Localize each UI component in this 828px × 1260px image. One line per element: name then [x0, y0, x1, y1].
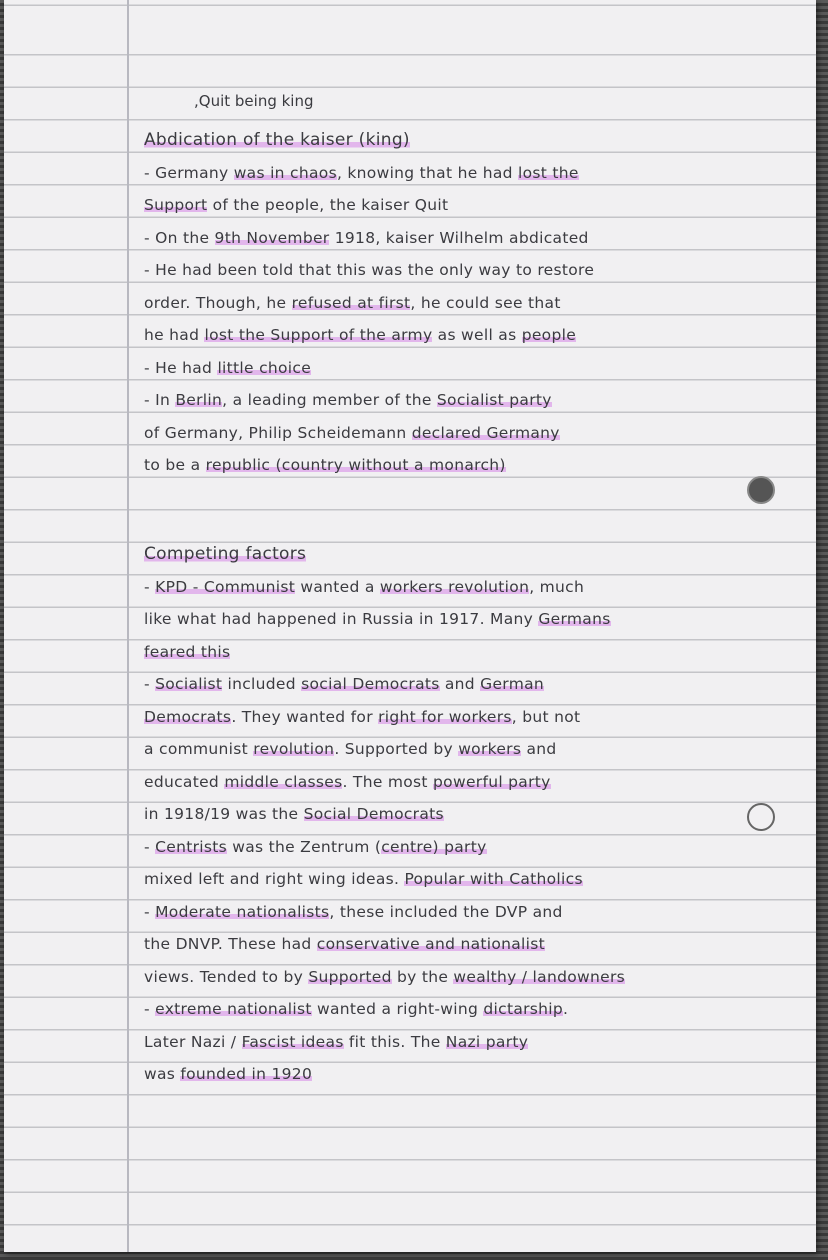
text: by the — [391, 967, 454, 986]
note-line — [144, 352, 814, 385]
highlighted-text: Supported — [308, 967, 392, 986]
text: - — [144, 837, 156, 856]
text: - He had been told that this was the only way to restore — [144, 261, 595, 279]
text: 1918, kaiser Wilhelm abdicated — [329, 228, 589, 247]
note-line — [144, 384, 814, 417]
text: . Supported by — [334, 740, 459, 758]
note-line — [144, 993, 814, 1026]
text: as well as — [432, 326, 522, 344]
notebook-page — [4, 0, 816, 1252]
text: the DNVP. These had — [144, 935, 317, 953]
highlighted-text: Social Democrats — [303, 805, 444, 823]
highlighted-text: Support — [144, 196, 208, 214]
highlighted-text: refused at first — [291, 293, 411, 312]
note-line — [144, 798, 814, 831]
text: to be a — [144, 456, 206, 474]
note-line — [144, 896, 814, 929]
annotation-note: ,Quit being king — [194, 92, 314, 110]
text: - — [144, 1000, 156, 1018]
highlighted-text: middle classes — [224, 772, 343, 791]
text: included — [222, 675, 302, 693]
section-heading — [144, 124, 814, 157]
highlighted-text: lost the Support of the army — [204, 326, 433, 344]
note-line — [144, 1026, 814, 1059]
highlighted-text: feared this — [144, 642, 231, 661]
text: views. Tended to by — [144, 967, 309, 986]
text: educated — [144, 772, 225, 791]
highlighted-text: dictarship — [483, 1000, 564, 1018]
section-heading — [144, 538, 814, 571]
text: of Germany, Philip Scheidemann — [144, 423, 412, 442]
note-line — [144, 319, 814, 352]
note-line — [144, 636, 814, 669]
highlighted-text: revolution — [253, 740, 335, 758]
text: - In — [144, 391, 176, 409]
text: a communist — [144, 740, 254, 758]
text: - On the — [144, 228, 215, 247]
highlighted-text: Socialist — [155, 675, 223, 693]
highlighted-text: right for workers — [378, 707, 512, 726]
text: . The most — [342, 772, 434, 791]
text: in 1918/19 was the — [144, 805, 304, 823]
highlighted-text: conservative and nationalist — [316, 935, 546, 953]
highlighted-text: people — [521, 326, 577, 344]
text: - — [144, 675, 156, 693]
note-line — [144, 449, 814, 482]
note-line — [144, 766, 814, 799]
highlighted-text: Fascist ideas — [241, 1032, 344, 1051]
note-line — [144, 668, 814, 701]
highlighted-text: little choice — [217, 358, 312, 377]
note-line — [144, 189, 814, 222]
highlighted-text: Socialist party — [436, 391, 552, 409]
highlighted-text: founded in 1920 — [180, 1065, 313, 1083]
note-line — [144, 603, 814, 636]
text: , but not — [511, 707, 581, 726]
note-line — [144, 863, 814, 896]
highlighted-text: Berlin — [175, 391, 223, 409]
text: fit this. The — [343, 1032, 446, 1051]
note-line — [144, 417, 814, 450]
text: was — [144, 1065, 181, 1083]
text: and — [521, 740, 557, 758]
text: , knowing that he had — [336, 163, 519, 182]
highlighted-text: declared Germany — [411, 423, 560, 442]
note-line — [144, 831, 814, 864]
text: Later Nazi / — [144, 1032, 242, 1051]
highlighted-text: Moderate nationalists — [155, 902, 330, 921]
highlighted-text: Nazi party — [445, 1032, 529, 1051]
highlighted-text: Popular with Catholics — [404, 870, 583, 888]
note-line — [144, 287, 814, 320]
text: . — [563, 1000, 569, 1018]
highlighted-text: extreme nationalist — [155, 1000, 312, 1018]
highlighted-text: 9th November — [214, 228, 330, 247]
highlighted-text: wealthy / landowners — [453, 967, 625, 986]
text: - — [144, 902, 156, 921]
highlighted-text: Centrists — [155, 837, 227, 856]
note-line — [144, 1058, 814, 1091]
text: wanted a right-wing — [311, 1000, 484, 1018]
highlighted-text: KPD - Communist — [155, 577, 296, 596]
text: , he could see that — [410, 293, 561, 312]
highlighted-text: centre) party — [381, 837, 487, 856]
note-line — [144, 157, 814, 190]
note-line — [144, 928, 814, 961]
section-competing-factors — [144, 538, 814, 1091]
text: - — [144, 577, 156, 596]
highlighted-text: social Democrats — [301, 675, 440, 693]
text: - He had — [144, 358, 218, 377]
text: , these included the DVP and — [329, 902, 563, 921]
text: - Germany — [144, 163, 234, 182]
note-line — [144, 961, 814, 994]
note-line — [144, 254, 814, 287]
highlighted-text: Abdication of the kaiser (king) — [144, 130, 410, 150]
text: mixed left and right wing ideas. — [144, 870, 405, 888]
note-line — [144, 733, 814, 766]
highlighted-text: republic (country without a monarch) — [205, 456, 506, 474]
note-line — [144, 222, 814, 255]
text: he had — [144, 326, 205, 344]
highlighted-text: Democrats — [144, 707, 232, 726]
text: order. Though, he — [144, 293, 292, 312]
text: was the Zentrum ( — [227, 837, 382, 856]
section-abdication — [144, 124, 814, 482]
text: . They wanted for — [231, 707, 379, 726]
highlighted-text: Competing factors — [144, 544, 307, 564]
highlighted-text: was in chaos — [233, 163, 337, 182]
text: of the people, the kaiser Quit — [207, 196, 449, 214]
highlighted-text: workers revolution — [379, 577, 530, 596]
note-line — [144, 701, 814, 734]
highlighted-text: workers — [458, 740, 522, 758]
note-line — [144, 571, 814, 604]
text: wanted a — [295, 577, 380, 596]
highlighted-text: German — [480, 675, 545, 693]
text: and — [439, 675, 481, 693]
text: like what had happened in Russia in 1917. Many — [144, 610, 539, 628]
text: , much — [529, 577, 585, 596]
highlighted-text: Germans — [538, 610, 611, 628]
margin-line — [127, 0, 129, 1252]
highlighted-text: powerful party — [433, 772, 551, 791]
highlighted-text: lost the — [518, 163, 579, 182]
text: , a leading member of the — [222, 391, 437, 409]
